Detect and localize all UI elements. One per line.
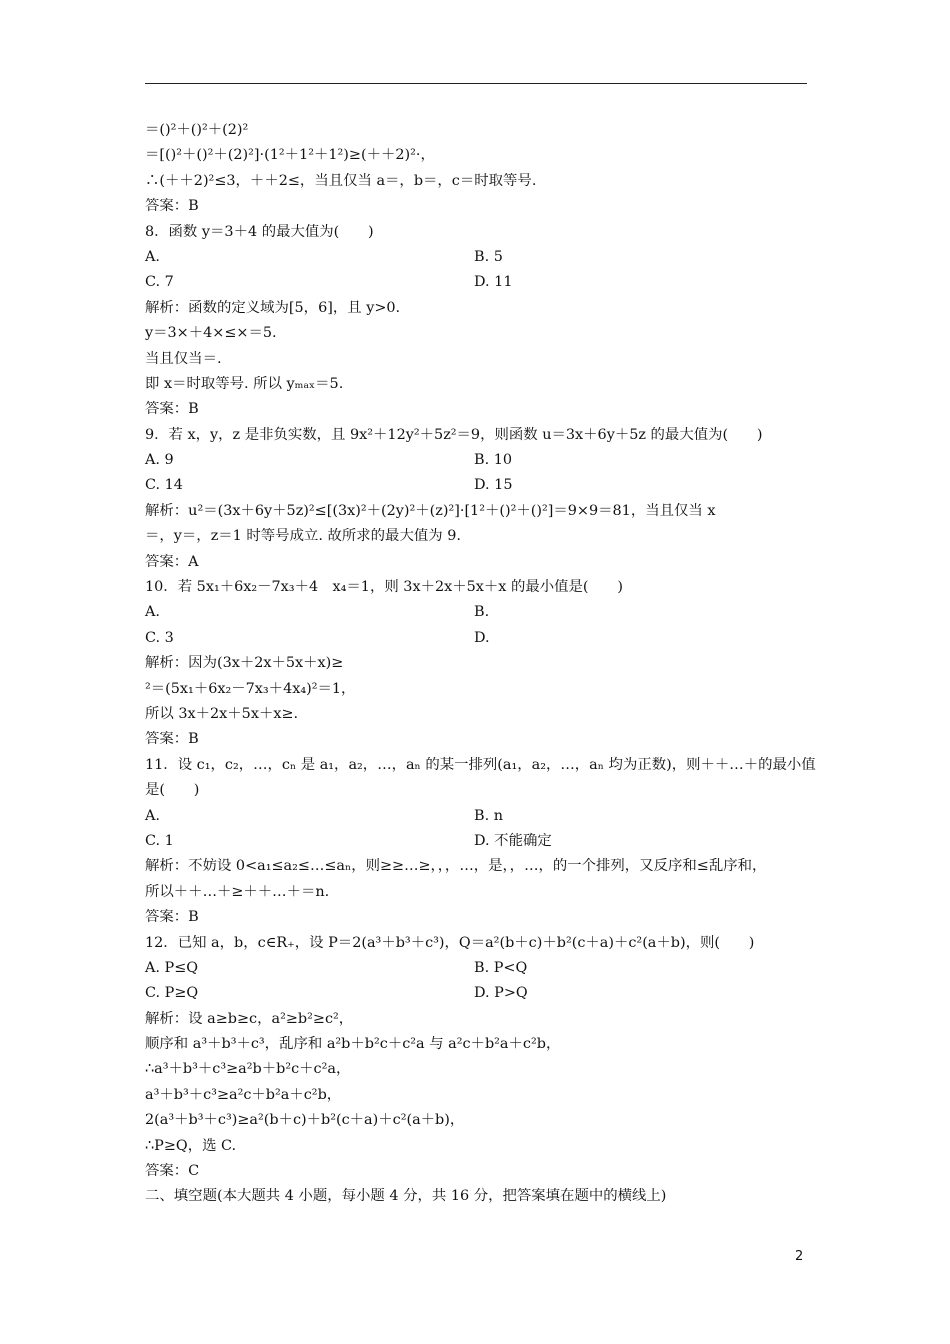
- text-line: 答案：A: [145, 553, 199, 570]
- option-right: D.: [474, 629, 490, 646]
- options-row: [145, 473, 817, 498]
- text-line: 答案：B: [145, 731, 199, 748]
- option-right: D. P>Q: [474, 985, 528, 1002]
- options-row: [145, 626, 817, 651]
- text-line: 答案：B: [145, 198, 199, 215]
- text-line: 9．若 x，y，z 是非负实数，且 9x²＋12y²＋5z²＝9，则函数 u＝3x＋6y＋5z 的最大值为( ): [145, 426, 763, 443]
- text-line: 10．若 5x₁＋6x₂－7x₃＋4 x₄＝1，则 3x＋2x＋5x＋x 的最小值是( ): [145, 579, 623, 596]
- text-line: 顺序和 a³＋b³＋c³，乱序和 a²b＋b²c＋c²a 与 a²c＋b²a＋c²b，: [145, 1036, 561, 1053]
- text-line: 是( ): [145, 782, 200, 799]
- option-left: A. P≤Q: [145, 959, 199, 976]
- text-line: 即 x＝时取等号. 所以 yₘₐₓ＝5.: [145, 375, 344, 392]
- text-line: y＝3×＋4×≤×＝5.: [145, 325, 277, 342]
- options-row: [145, 829, 817, 854]
- options-row: [145, 270, 817, 295]
- option-left: C. 7: [145, 274, 174, 291]
- text-line: 解析：设 a≥b≥c，a²≥b²≥c²，: [145, 1010, 354, 1027]
- options-row: [145, 245, 817, 270]
- options-row: [145, 956, 817, 981]
- text-line: 11．设 c₁，c₂，…，cₙ 是 a₁，a₂，…，aₙ 的某一排列(a₁，a₂，…，aₙ 均为正数)，则＋＋…＋的最小值: [145, 756, 816, 773]
- text-line: 答案：C: [145, 1163, 200, 1180]
- option-left: A.: [145, 248, 160, 265]
- text-line: ∴a³＋b³＋c³≥a²b＋b²c＋c²a，: [145, 1061, 351, 1078]
- header-rule: [145, 83, 807, 84]
- option-right: B. 5: [474, 248, 503, 265]
- option-right: B. n: [474, 807, 503, 824]
- text-line: 12．已知 a，b，c∈R₊，设 P＝2(a³＋b³＋c³)，Q＝a²(b＋c)＋b²(c＋a)＋c²(a＋b)，则( ): [145, 934, 755, 951]
- text-line: ＝()²＋()²＋(2)²: [145, 122, 249, 138]
- text-line: 二、填空题(本大题共 4 小题，每小题 4 分，共 16 分，把答案填在题中的横线上): [145, 1188, 667, 1205]
- option-right: D. 15: [474, 477, 513, 494]
- text-line: 答案：B: [145, 909, 199, 926]
- text-line: ²＝(5x₁＋6x₂－7x₃＋4x₄)²＝1，: [145, 680, 356, 697]
- text-line: 解析：不妨设 0<a₁≤a₂≤…≤aₙ，则≥≥…≥，，，…，是，，…，的一个排列，又反序和≤乱序和，: [145, 858, 767, 875]
- document-body: [145, 118, 817, 1210]
- text-line: 8．函数 y＝3＋4 的最大值为( ): [145, 223, 374, 240]
- text-line: 解析：u²＝(3x＋6y＋5z)²≤[(3x)²＋(2y)²＋(z)²]·[1²＋()²＋()²]＝9×9＝81，当且仅当 x: [145, 502, 716, 519]
- option-right: D. 不能确定: [474, 832, 552, 849]
- text-line: 当且仅当＝.: [145, 350, 222, 367]
- option-left: A. 9: [145, 452, 174, 469]
- option-left: C. 1: [145, 832, 174, 849]
- text-line: 2(a³＋b³＋c³)≥a²(b＋c)＋b²(c＋a)＋c²(a＋b)，: [145, 1112, 465, 1129]
- options-row: [145, 448, 817, 473]
- text-line: ∴(＋＋2)²≤3，＋＋2≤，当且仅当 a＝，b＝，c＝时取等号.: [145, 172, 537, 189]
- options-row: [145, 804, 817, 829]
- option-right: B. P<Q: [474, 959, 528, 976]
- text-line: 所以＋＋…＋≥＋＋…＋＝n.: [145, 883, 330, 900]
- option-left: C. 14: [145, 477, 183, 494]
- text-line: ＝，y＝，z＝1 时等号成立. 故所求的最大值为 9.: [145, 528, 461, 545]
- text-line: ∴P≥Q，选 C.: [145, 1137, 237, 1154]
- options-row: [145, 981, 817, 1006]
- text-line: ＝[()²＋()²＋(2)²]·(1²＋1²＋1²)≥(＋＋2)²·，: [145, 147, 435, 164]
- option-left: C. P≥Q: [145, 985, 199, 1002]
- options-row: [145, 600, 817, 625]
- option-right: B.: [474, 604, 490, 621]
- option-left: C. 3: [145, 629, 174, 646]
- text-line: 解析：函数的定义域为[5，6]，且 y>0.: [145, 299, 401, 316]
- option-right: B. 10: [474, 452, 513, 469]
- page-number: 2: [795, 1249, 804, 1264]
- text-line: 解析：因为(3x＋2x＋5x＋x)≥: [145, 655, 344, 672]
- text-line: a³＋b³＋c³≥a²c＋b²a＋c²b，: [145, 1086, 342, 1103]
- text-line: 答案：B: [145, 401, 199, 418]
- option-left: A.: [145, 604, 160, 621]
- option-left: A.: [145, 807, 160, 824]
- text-line: 所以 3x＋2x＋5x＋x≥.: [145, 705, 299, 722]
- option-right: D. 11: [474, 274, 513, 291]
